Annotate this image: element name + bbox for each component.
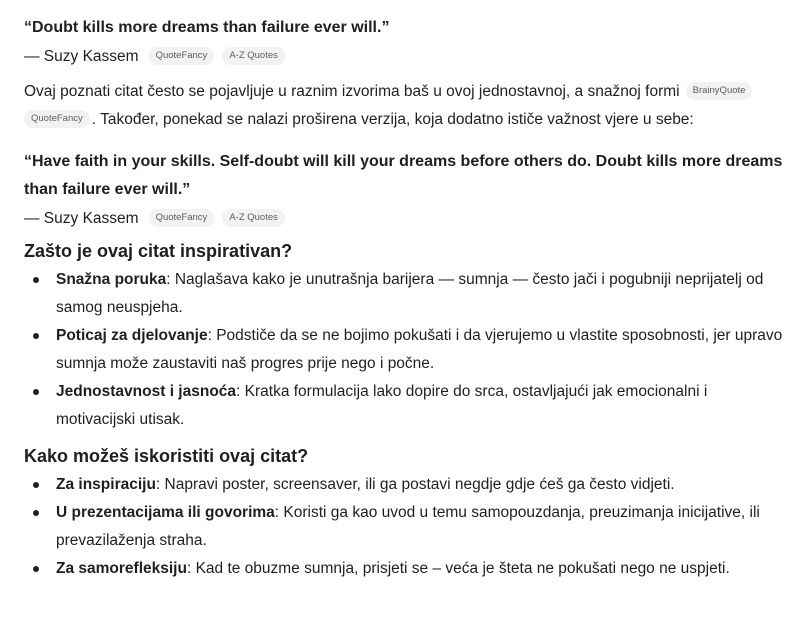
list-item	[24, 378, 784, 434]
source-chip-quotefancy[interactable]: QuoteFancy	[149, 209, 215, 227]
bullet-icon	[33, 277, 39, 283]
quote-text: “Doubt kills more dreams than failure ever will.”	[24, 19, 390, 36]
list-item	[24, 322, 784, 378]
quote-author: — Suzy Kassem	[24, 210, 139, 227]
bullet-icon	[33, 482, 39, 488]
list-item	[24, 471, 784, 499]
list-item	[24, 499, 784, 555]
paragraph-text-2: . Također, ponekad se nalazi proširena verzija, koja dodatno ističe važnost vjere u sebe:	[91, 111, 694, 128]
list-item-text: : Napravi poster, screensaver, ili ga postavi negdje gdje ćeš ga često vidjeti.	[155, 476, 675, 493]
intro-paragraph	[24, 78, 784, 134]
quote-author: — Suzy Kassem	[24, 48, 139, 65]
list-item-title: Za inspiraciju	[56, 476, 156, 493]
list-item-text: : Kratka formulacija lako dopire do srca, ostavljajući jak emocionalni i motivacijski utisak.	[56, 383, 708, 428]
list-item	[24, 266, 784, 322]
bullet-icon	[33, 566, 39, 572]
extended-quote-text: “Have faith in your skills. Self-doubt will kill your dreams before others do. Doubt kills more dreams than failure ever will.”	[24, 153, 783, 198]
source-chip-brainyquote[interactable]: BrainyQuote	[686, 82, 753, 100]
source-chip-azquotes[interactable]: A-Z Quotes	[222, 47, 285, 65]
bullet-icon	[33, 389, 39, 395]
quote-attribution	[24, 204, 784, 234]
list-item-text: : Naglašava kako je unutrašnja barijera — sumnja — često jači i pogubniji neprijatelj od samog neuspjeha.	[56, 271, 764, 316]
list-item-text: : Kad te obuzme sumnja, prisjeti se – veća je šteta ne pokušati nego ne uspjeti.	[186, 560, 730, 577]
section-heading-why: Zašto je ovaj citat inspirativan?	[24, 241, 293, 261]
list-item-title: Za samorefleksiju	[56, 560, 187, 577]
quote-attribution	[24, 42, 784, 72]
why-list	[24, 266, 784, 434]
bullet-icon	[33, 510, 39, 516]
list-item	[24, 555, 784, 583]
bullet-icon	[33, 333, 39, 339]
list-item-title: Poticaj za djelovanje	[56, 327, 208, 344]
list-item-title: Jednostavnost i jasnoća	[56, 383, 237, 400]
list-item-title: U prezentacijama ili govorima	[56, 504, 275, 521]
list-item-text: : Podstiče da se ne bojimo pokušati i da vjerujemo u vlastite sposobnosti, jer upravo sumnja može zaustaviti naš progres prije nego i počne.	[56, 327, 783, 372]
section-heading-how: Kako možeš iskoristiti ovaj citat?	[24, 446, 309, 466]
list-item-text: : Koristi ga kao uvod u temu samopouzdanja, preuzimanja inicijative, ili prevazilaženja straha.	[56, 504, 760, 549]
how-list	[24, 471, 784, 583]
source-chip-quotefancy[interactable]: QuoteFancy	[149, 47, 215, 65]
list-item-title: Snažna poruka	[56, 271, 167, 288]
source-chip-quotefancy[interactable]: QuoteFancy	[24, 110, 90, 128]
paragraph-text-1: Ovaj poznati citat često se pojavljuje u raznim izvorima baš u ovoj jednostavnoj, a snažnoj formi	[24, 83, 680, 100]
source-chip-azquotes[interactable]: A-Z Quotes	[222, 209, 285, 227]
